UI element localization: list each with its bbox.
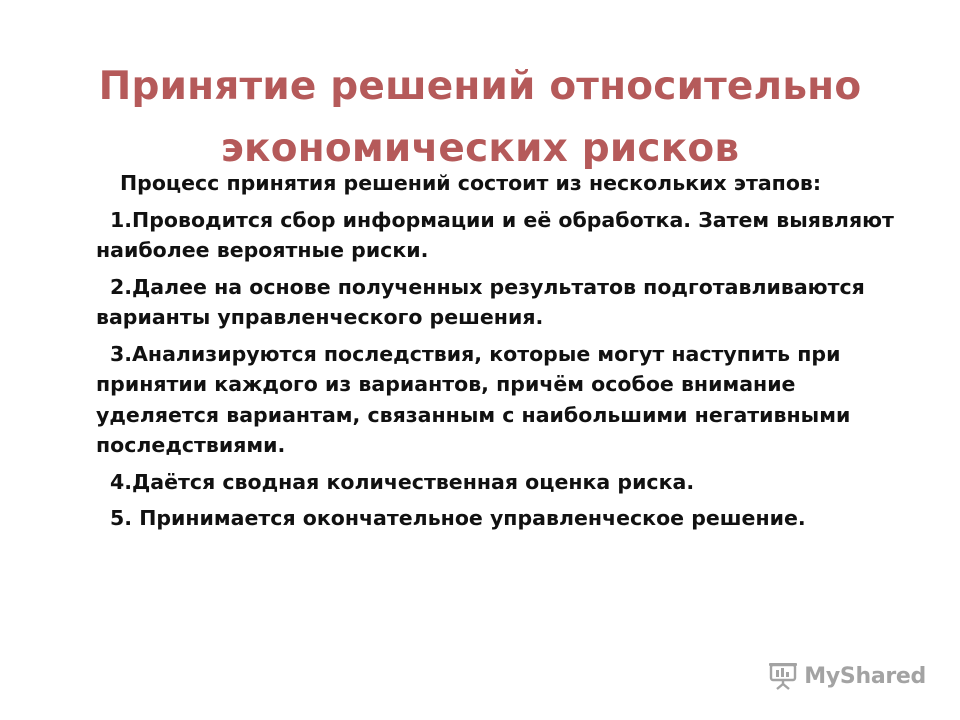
watermark-logo	[768, 660, 926, 692]
step-5: 5. Принимается окончательное управленческое решение.	[110, 506, 806, 530]
presentation-board-icon	[768, 662, 798, 690]
watermark-brand: MyShared	[804, 663, 926, 689]
slide-body	[96, 168, 896, 540]
step-4: 4.Даётся сводная количественная оценка риска.	[110, 469, 695, 494]
slide-title	[60, 56, 900, 180]
title-line-2: экономических рисков	[220, 126, 740, 172]
step-2: 2.Далее на основе полученных результатов подготавливаются варианты управленческого решения.	[96, 274, 865, 329]
intro-paragraph: Процесс принятия решений состоит из нескольких этапов:	[120, 171, 822, 195]
title-line-1: Принятие решений относительно	[98, 64, 862, 110]
step-3: 3.Анализируются последствия, которые могут наступить при принятии каждого из вариантов, причём особое внимание уделяется вариантам, связанным с наибольшими негативными последствиями.	[96, 341, 851, 457]
step-1: 1.Проводится сбор информации и её обработка. Затем выявляют наиболее вероятные риски.	[96, 207, 894, 262]
